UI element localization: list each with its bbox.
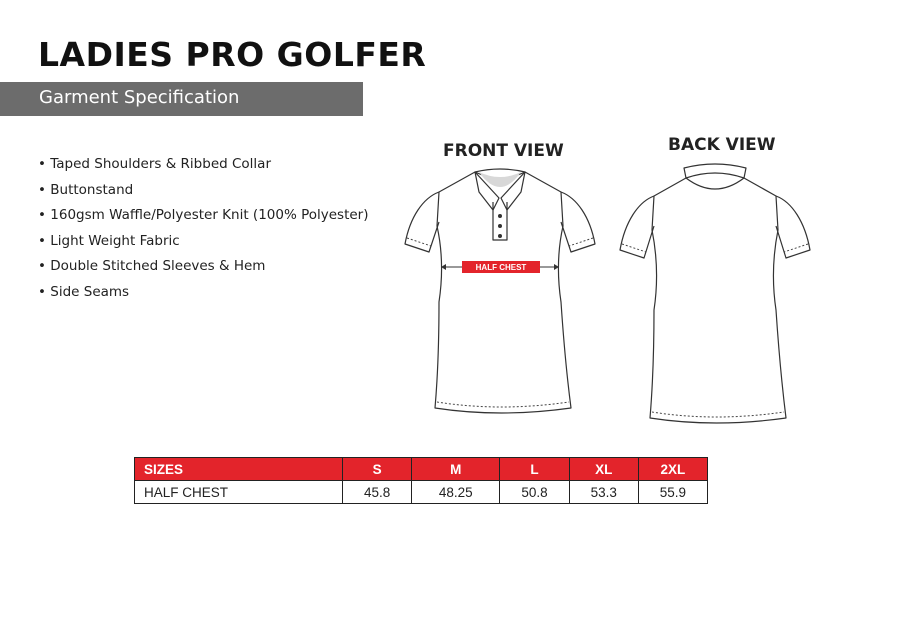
back-view-shirt-illustration xyxy=(610,160,820,432)
table-cell: 53.3 xyxy=(569,481,638,504)
left-sleeve xyxy=(620,196,654,258)
subtitle-bar xyxy=(0,82,363,116)
collar-shading xyxy=(479,172,521,187)
front-view-label: FRONT VIEW xyxy=(443,141,564,161)
feature-list xyxy=(38,154,369,307)
back-view-label: BACK VIEW xyxy=(668,135,776,155)
size-header-cell: L xyxy=(500,458,569,481)
size-table xyxy=(134,457,708,504)
table-cell: HALF CHEST xyxy=(135,481,343,504)
left-sleeve-stitch xyxy=(407,238,431,246)
right-sleeve-stitch xyxy=(569,238,593,246)
feature-item: • Double Stitched Sleeves & Hem xyxy=(38,256,369,282)
button xyxy=(498,234,502,238)
right-sleeve-stitch xyxy=(784,244,808,252)
button xyxy=(498,214,502,218)
back-collar xyxy=(686,178,744,189)
left-sleeve-stitch xyxy=(622,244,646,252)
right-sleeve xyxy=(561,192,595,252)
table-cell: 55.9 xyxy=(638,481,707,504)
front-view-shirt-illustration xyxy=(395,162,605,424)
hem-stitch xyxy=(437,402,569,407)
size-header-cell: XL xyxy=(569,458,638,481)
shirt-body xyxy=(650,173,786,423)
size-header-cell: 2XL xyxy=(638,458,707,481)
table-cell: 48.25 xyxy=(412,481,500,504)
hem-stitch xyxy=(652,412,784,417)
size-header-cell: S xyxy=(343,458,412,481)
table-cell: 50.8 xyxy=(500,481,569,504)
table-row xyxy=(135,481,708,504)
feature-item: • Buttonstand xyxy=(38,180,369,206)
size-header-cell: SIZES xyxy=(135,458,343,481)
feature-item: • Light Weight Fabric xyxy=(38,231,369,257)
left-sleeve xyxy=(405,192,439,252)
half-chest-label: HALF CHEST xyxy=(475,263,527,272)
page-subtitle: Garment Specification xyxy=(39,87,240,108)
feature-item: • 160gsm Waffle/Polyester Knit (100% Polyester) xyxy=(38,205,369,231)
feature-item: • Taped Shoulders & Ribbed Collar xyxy=(38,154,369,180)
page-title: LADIES PRO GOLFER xyxy=(38,35,427,74)
size-table-header-row xyxy=(135,458,708,481)
right-sleeve xyxy=(776,196,810,258)
button xyxy=(498,224,502,228)
size-header-cell: M xyxy=(412,458,500,481)
shirt-body xyxy=(435,169,571,413)
feature-item: • Side Seams xyxy=(38,282,369,308)
table-cell: 45.8 xyxy=(343,481,412,504)
